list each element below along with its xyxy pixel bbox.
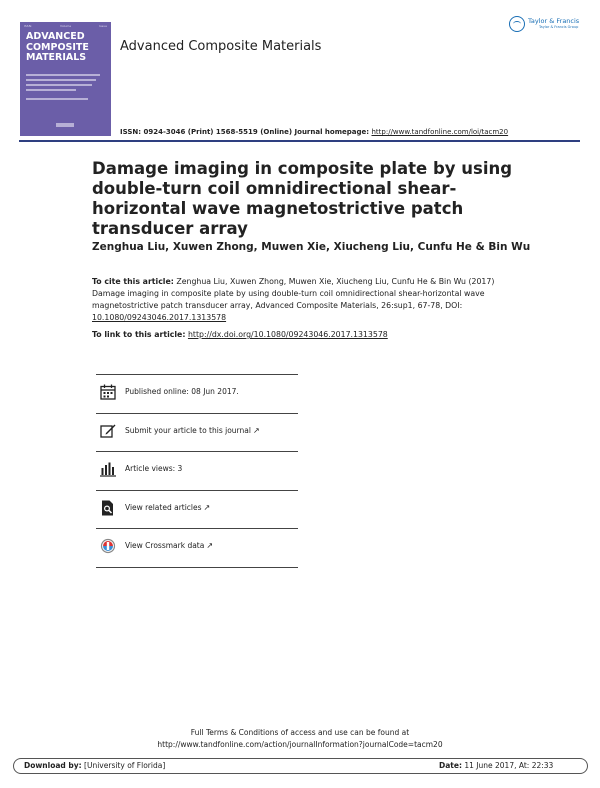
external-link-icon: ↗: [206, 541, 214, 551]
cover-line: [26, 74, 100, 76]
published-online: Published online: 08 Jun 2017.: [96, 374, 298, 414]
cover-strip: ISSN: Volume Issue: [24, 24, 107, 28]
article-views: Article views: 3: [96, 452, 298, 491]
publisher-logo-icon: [509, 16, 525, 32]
download-info-bar: Download by: [University of Florida] Date: 11 June 2017, At: 22:33: [13, 758, 588, 774]
journal-homepage-link[interactable]: http://www.tandfonline.com/loi/tacm20: [371, 128, 509, 136]
publisher-logo[interactable]: Taylor & Francis Taylor & Francis Group: [509, 16, 589, 38]
external-link-icon: ↗: [203, 502, 211, 512]
cover-line: [26, 98, 88, 100]
submit-article-link[interactable]: Submit your article to this journal ↗: [96, 414, 298, 453]
terms-link[interactable]: http://www.tandfonline.com/action/journalInformation?journalCode=tacm20: [157, 740, 443, 749]
doi-link[interactable]: 10.1080/09243046.2017.1313578: [92, 313, 227, 322]
journal-cover: [20, 22, 111, 136]
article-meta-list: [96, 374, 298, 568]
article-link: To link to this article: http://dx.doi.org/10.1080/09243046.2017.1313578: [92, 330, 388, 339]
issn-line: ISSN: 0924-3046 (Print) 1568-5519 (Online) Journal homepage: http://www.tandfonline.com/loi/tacm20: [120, 128, 509, 136]
pencil-icon: [100, 423, 116, 439]
article-title: Damage imaging in composite plate by using double-turn coil omnidirectional shear-horizontal wave magnetostrictive patch transducer array: [92, 159, 513, 238]
header-divider: [19, 140, 580, 142]
calendar-icon: [100, 384, 116, 400]
terms-notice: Full Terms & Conditions of access and use can be found at http://www.tandfonline.com/action/journalInformation?journalCode=tacm20: [0, 727, 600, 751]
cover-title: ADVANCED COMPOSITE MATERIALS: [26, 31, 89, 63]
cover-line: [26, 79, 96, 81]
crossmark-icon: [100, 538, 116, 554]
magnifier-icon: [100, 500, 116, 516]
crossmark-link[interactable]: View Crossmark data ↗: [96, 529, 298, 568]
cover-line: [26, 84, 92, 86]
citation: To cite this article: Zenghua Liu, Xuwen Zhong, Muwen Xie, Xiucheng Liu, Cunfu He & Bin Wu (2017) Damage imaging in composite plate by using double-turn coil omnidirectional shear-horizontal wave magnetostrictive patch transducer array, Advanced Composite Materials, 26:sup1, 67-78, DOI: 10.1080/09243046.2017.1313578: [92, 277, 495, 322]
article-url-link[interactable]: http://dx.doi.org/10.1080/09243046.2017.1313578: [187, 330, 388, 339]
journal-name[interactable]: Advanced Composite Materials: [120, 39, 322, 54]
cover-line: [26, 89, 76, 91]
bar-chart-icon: [100, 461, 116, 477]
article-authors: Zenghua Liu, Xuwen Zhong, Muwen Xie, Xiucheng Liu, Cunfu He & Bin Wu: [92, 241, 531, 253]
external-link-icon: ↗: [252, 425, 260, 435]
related-articles-link[interactable]: View related articles ↗: [96, 491, 298, 530]
cover-publisher-logo: [56, 123, 74, 127]
